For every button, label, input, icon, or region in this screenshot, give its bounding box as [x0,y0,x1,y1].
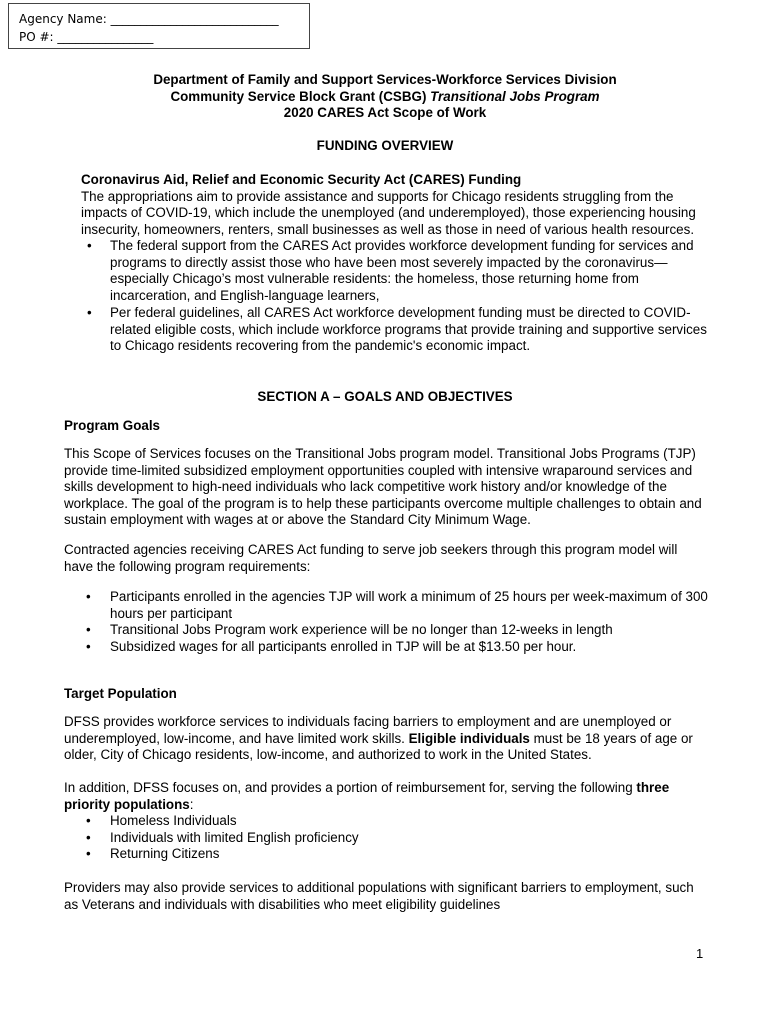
bullet-text: Returning Citizens [110,846,220,861]
requirements-intro: Contracted agencies receiving CARES Act funding to serve job seekers through this program model will have the following program requirements: [64,542,678,574]
priority-text-after: : [189,796,194,812]
cares-funding-subheading: Coronavirus Aid, Relief and Economic Security Act (CARES) Funding [81,172,522,187]
priority-populations-term: three priority populations [64,780,670,812]
list-item [64,622,710,639]
bullet-icon: • [86,846,91,861]
list-item [64,639,710,656]
bullet-icon: • [86,813,91,828]
bullet-text: Subsidized wages for all participants enrolled in TJP will be at $13.50 per hour. [110,638,577,654]
bullet-text: Transitional Jobs Program work experience will be no longer than 12-weeks in length [110,622,613,637]
bullet-text: Homeless Individuals [110,813,237,828]
list-item [64,846,710,863]
header-line-2-prefix: Community Service Block Grant (CSBG) [170,88,431,104]
target-population-heading: Target Population [64,686,177,701]
priority-populations-intro [64,780,710,813]
list-item [81,305,711,355]
list-item [64,830,710,847]
bullet-text: Individuals with limited English proficiency [110,829,359,845]
bullet-text: The federal support from the CARES Act provides workforce development funding for services and programs to directly assist those who have been most severely impacted by the coronavirus—especially Chicago’s most vulnerable residents: the homeless, those returning home from incarceration, and English-language learners, [110,238,694,303]
agency-info-box [8,3,310,49]
agency-name-field: Agency Name: ____________________________ [19,12,279,26]
funding-overview-heading: FUNDING OVERVIEW [316,138,454,153]
bullet-icon: • [86,829,91,845]
document-header [0,72,770,122]
list-item [64,813,710,830]
target-text-before: DFSS provides workforce services to individuals facing barriers to employment and are unemployed or underemployed, low-income, and have limited work skills. [64,714,672,746]
section-a-heading: SECTION A – GOALS AND OBJECTIVES [257,389,513,404]
page-number: 1 [696,946,704,961]
bullet-icon: • [87,305,92,320]
list-item [81,238,711,304]
additional-populations-paragraph: Providers may also provide services to additional populations with significant barriers to employment, such as Veterans and individuals with disabilities who meet eligibility guidelines [64,880,694,912]
header-line-2-program: Transitional Jobs Program [430,88,600,104]
program-goals-heading: Program Goals [64,418,160,433]
eligible-individuals-term: Eligible individuals [408,730,530,746]
funding-overview-section [81,172,711,355]
priority-populations-list [64,813,710,863]
header-line-1: Department of Family and Support Services-Workforce Services Division [153,72,617,87]
list-item [64,589,710,622]
po-number-field: PO #: ________________ [19,30,154,44]
header-line-3: 2020 CARES Act Scope of Work [283,105,487,120]
cares-funding-bullets [81,238,711,355]
bullet-text: Per federal guidelines, all CARES Act workforce development funding must be directed to COVID-related eligible costs, which include workforce programs that provide training and supportive services to Chicago residents recovering from the pandemic's economic impact. [110,305,707,353]
target-population-paragraph [64,714,710,764]
bullet-icon: • [86,589,91,604]
header-line-2 [0,89,770,106]
program-requirements-list [64,589,710,655]
bullet-text: Participants enrolled in the agencies TJP will work a minimum of 25 hours per week-maximum of 300 hours per participant [110,589,708,621]
bullet-icon: • [86,622,91,637]
bullet-icon: • [87,238,92,253]
target-text-after: must be 18 years of age or older, City of Chicago residents, low-income, and authorized to work in the United States. [64,730,693,762]
cares-funding-paragraph: The appropriations aim to provide assistance and supports for Chicago residents struggling from the impacts of COVID-19, which include the unemployed (and underemployed), those experiencing housing insecurity, homeowners, renters, small businesses as well as those in need of various health resources. [81,188,696,237]
bullet-icon: • [86,638,91,654]
program-goals-paragraph: This Scope of Services focuses on the Transitional Jobs program model. Transitional Jobs Programs (TJP) provide time-limited subsidized employment opportunities coupled with intensive wraparound services and skills development to high-need individuals who lack competitive work history and/or knowledge of the workplace. The goal of the program is to help these participants overcome multiple challenges to obtain and sustain employment with wages at or above the Standard City Minimum Wage. [64,446,702,527]
priority-text-before: In addition, DFSS focuses on, and provides a portion of reimbursement for, serving the following [64,780,637,795]
